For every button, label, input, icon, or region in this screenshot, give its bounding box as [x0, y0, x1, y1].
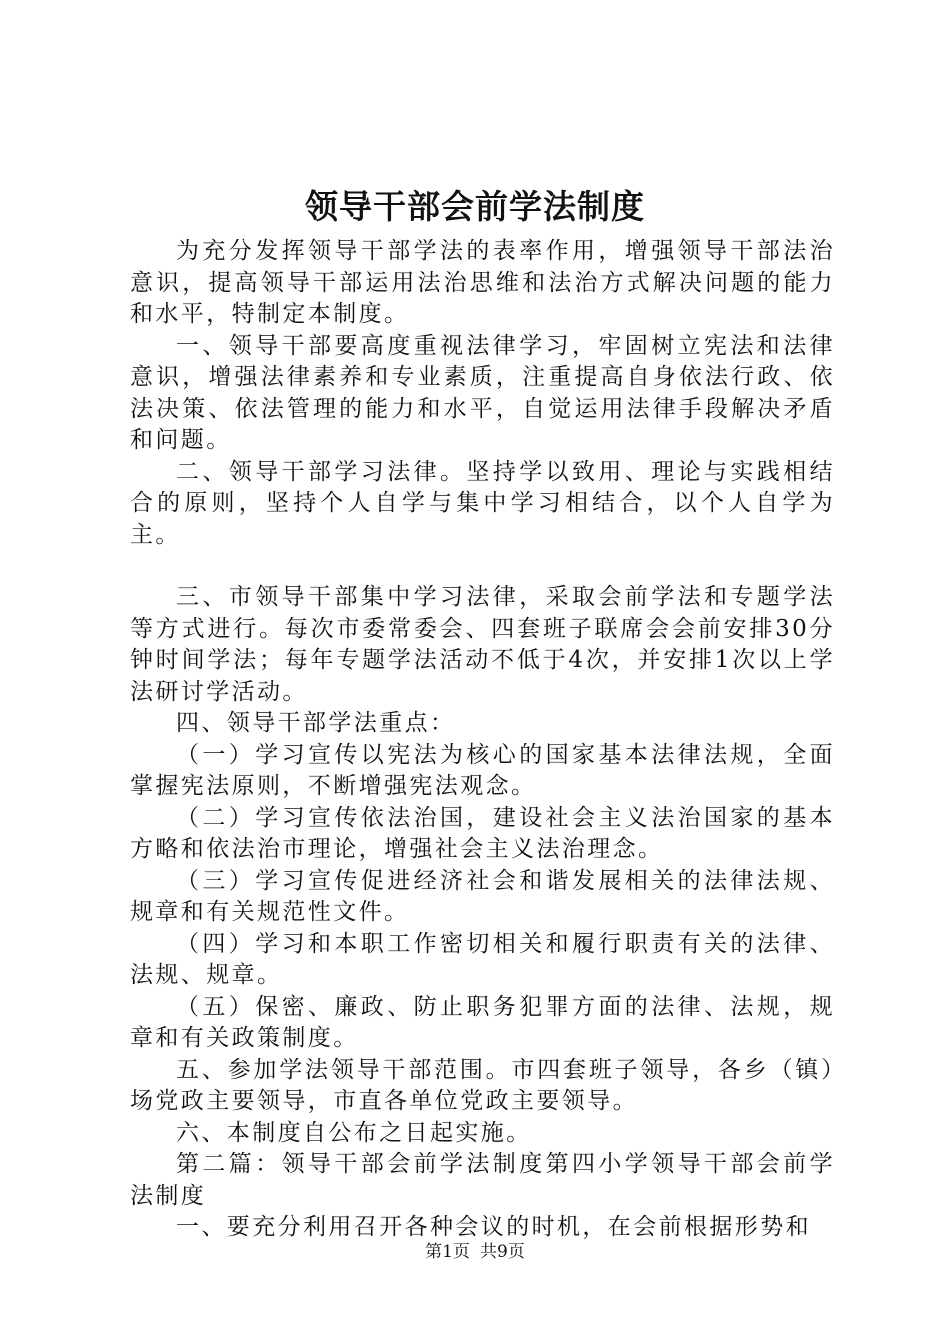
- section-two-paragraph: 二、领导干部学习法律。坚持学以致用、理论与实践相结合的原则，坚持个人自学与集中学习相结合，以个人自学为主。: [130, 458, 835, 548]
- focus-item-1: （一）学习宣传以宪法为核心的国家基本法律法规，全面掌握宪法原则，不断增强宪法观念。: [130, 741, 835, 799]
- section-one-paragraph: 一、领导干部要高度重视法律学习，牢固树立宪法和法律意识，增强法律素养和专业素质，注重提高自身依法行政、依法决策、依法管理的能力和水平，自觉运用法律手段解决矛盾和问题。: [130, 332, 835, 453]
- section-six-paragraph: 六、本制度自公布之日起实施。: [176, 1119, 532, 1146]
- focus-item-3: （三）学习宣传促进经济社会和谐发展相关的法律法规、规章和有关规范性文件。: [130, 867, 835, 925]
- page-number: 第1页: [425, 1242, 470, 1262]
- section-three-paragraph: 三、市领导干部集中学习法律，采取会前学法和专题学法等方式进行。每次市委常委会、四套班子联席会会前安排30分钟时间学法；每年专题学法活动不低于4次，并安排1次以上学法研讨学活动。: [130, 584, 835, 705]
- intro-paragraph: 为充分发挥领导干部学法的表率作用，增强领导干部法治意识，提高领导干部运用法治思维和法治方式解决问题的能力和水平，特制定本制度。: [130, 238, 835, 327]
- page-footer: [0, 1240, 950, 1264]
- document-body: [130, 236, 835, 1244]
- second-part-first-paragraph: 一、要充分利用召开各种会议的时机，在会前根据形势和: [176, 1214, 811, 1240]
- document-title: 领导干部会前学法制度: [305, 187, 645, 226]
- section-four-heading: 四、领导干部学法重点：: [176, 710, 456, 736]
- focus-item-5: （五）保密、廉政、防止职务犯罪方面的法律、法规，规章和有关政策制度。: [130, 993, 835, 1051]
- second-part-heading: 第二篇：领导干部会前学法制度第四小学领导干部会前学法制度: [130, 1151, 835, 1209]
- page-total: 共9页: [480, 1242, 525, 1262]
- focus-item-4: （四）学习和本职工作密切相关和履行职责有关的法律、法规、规章。: [130, 930, 835, 988]
- section-five-paragraph: 五、参加学法领导干部范围。市四套班子领导，各乡（镇）场党政主要领导，市直各单位党政主要领导。: [130, 1056, 835, 1114]
- focus-item-2: （二）学习宣传依法治国，建设社会主义法治国家的基本方略和依法治市理论，增强社会主义法治理念。: [130, 804, 835, 862]
